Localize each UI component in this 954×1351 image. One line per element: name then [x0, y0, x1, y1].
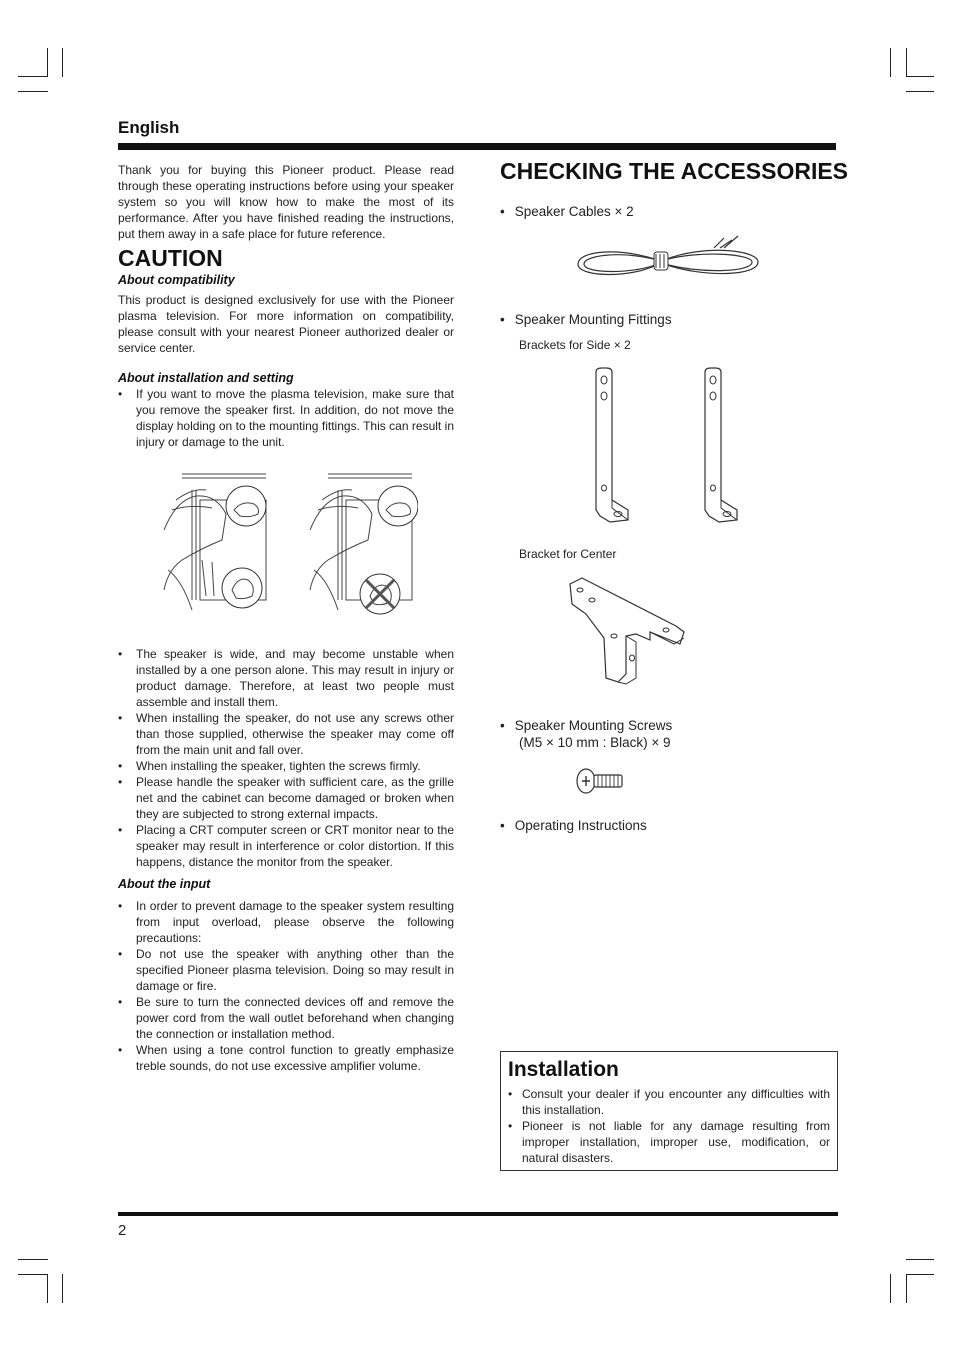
bracket-center-label: Bracket for Center [519, 547, 617, 561]
list-item: • Consult your dealer if you encounter any difficulties with this installation. [508, 1086, 830, 1118]
footer-rule [118, 1212, 838, 1216]
instructions-label: Operating Instructions [514, 818, 647, 833]
installation-setting-list-continued [118, 646, 454, 870]
installation-title: Installation [508, 1058, 619, 1081]
list-item: • In order to prevent damage to the speaker system resulting from input overload, please observe the following precautions: [118, 898, 454, 946]
list-item: • The speaker is wide, and may become unstable when installed by a one person alone. This may result in injury or product damage. Therefore, at least two people must assemble and install them. [118, 646, 454, 710]
compatibility-text: This product is designed exclusively for use with the Pioneer plasma television. For more information on compatibility, please consult with your nearest Pioneer authorized dealer or service center. [118, 293, 454, 355]
compatibility-heading: About compatibility [118, 273, 235, 287]
list-item: • When using a tone control function to greatly emphasize treble sounds, do not use excessive amplifier volume. [118, 1042, 454, 1074]
accessory-item-screws: • Speaker Mounting Screws (M5 × 10 mm : Black) × 9 [500, 718, 673, 750]
accessory-item-instructions: • Operating Instructions [500, 818, 647, 833]
side-bracket-left-illustration [592, 366, 632, 526]
accessory-item-fittings: • Speaker Mounting Fittings [500, 312, 672, 327]
accessory-item-cables: • Speaker Cables × 2 [500, 204, 634, 219]
intro-text: Thank you for buying this Pioneer product. Please read through these operating instructions before using your speaker system so you will know how to make the most of its performance. After you have finished reading the instructions, put them away in a safe place for future reference. [118, 163, 454, 241]
list-item: • When installing the speaker, do not use any screws other than those supplied, otherwise the speaker may come off from the main unit and fall over. [118, 710, 454, 758]
side-bracket-right-illustration [701, 366, 741, 526]
header-rule [118, 143, 836, 150]
screw-illustration [575, 766, 627, 796]
input-heading: About the input [118, 877, 211, 891]
screws-label-line1: Speaker Mounting Screws [514, 718, 673, 733]
accessories-title: CHECKING THE ACCESSORIES [500, 158, 849, 184]
list-item: • Do not use the speaker with anything other than the specified Pioneer plasma television. Doing so may result in damage or fire. [118, 946, 454, 994]
list-item: • When installing the speaker, tighten the screws firmly. [118, 758, 454, 774]
fittings-label: Speaker Mounting Fittings [514, 312, 672, 327]
brackets-side-label: Brackets for Side × 2 [519, 338, 631, 352]
center-bracket-illustration [566, 574, 690, 690]
list-item: • If you want to move the plasma television, make sure that you remove the speaker first. In addition, do not move the display holding on to the mounting fittings. This can result in injury or damage to the unit. [118, 386, 454, 450]
speaker-cable-illustration [574, 234, 762, 286]
correct-handling-illustration [162, 470, 272, 620]
list-item: • Pioneer is not liable for any damage resulting from improper installation, improper use, modification, or natural disasters. [508, 1118, 830, 1166]
caution-title: CAUTION [118, 245, 223, 271]
left-column [118, 162, 454, 1074]
handling-illustrations [118, 464, 454, 632]
input-list [118, 898, 454, 1074]
installation-setting-heading: About installation and setting [118, 371, 294, 385]
installation-box [500, 1051, 838, 1171]
page-number: 2 [118, 1222, 127, 1239]
list-item: • Placing a CRT computer screen or CRT monitor near to the speaker may result in interference or color distortion. If this happens, distance the monitor from the speaker. [118, 822, 454, 870]
installation-list [508, 1086, 830, 1166]
installation-setting-list [118, 386, 454, 450]
screws-label-line2: (M5 × 10 mm : Black) × 9 [519, 735, 671, 750]
cables-label: Speaker Cables × 2 [514, 204, 634, 219]
list-item: • Be sure to turn the connected devices off and remove the power cord from the wall outlet beforehand when changing the connection or installation method. [118, 994, 454, 1042]
incorrect-handling-illustration [308, 470, 418, 620]
list-item: • Please handle the speaker with sufficient care, as the grille net and the cabinet can become damaged or broken when they are subjected to strong external impacts. [118, 774, 454, 822]
language-label: English [118, 118, 180, 137]
